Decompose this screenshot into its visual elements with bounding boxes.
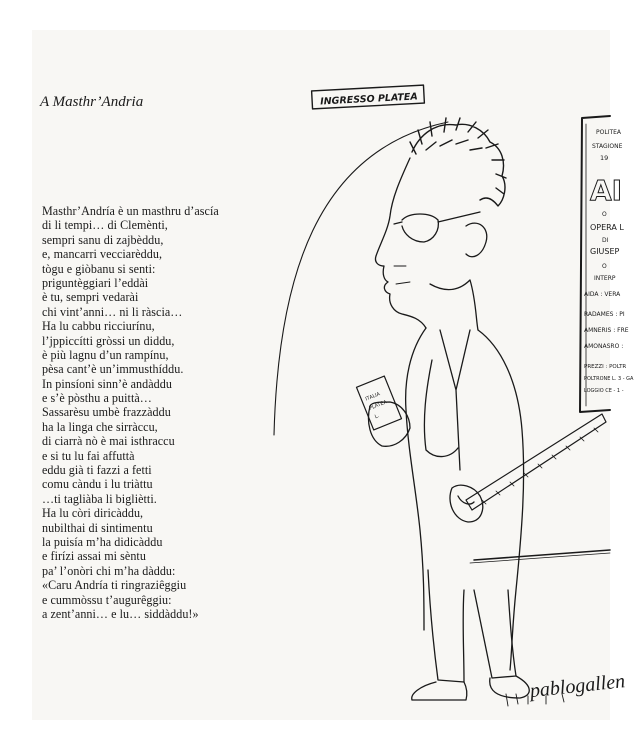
poem-line: ha la linga che sirràccu,: [42, 419, 158, 434]
poem-line: Sassarèsu umbè frazzàddu: [42, 405, 171, 420]
hair: [410, 118, 506, 206]
poster-line: POLITEA: [596, 129, 622, 136]
poem-line: di li tempi… di Clemènti,: [42, 218, 168, 233]
poster-line: 19: [600, 154, 609, 162]
glasses: [394, 212, 480, 242]
ticket-text-3: L.: [374, 413, 381, 421]
poem-line: chi vint’anni… ni li ràscia…: [42, 304, 183, 319]
jaw-line: [430, 280, 478, 330]
coat-front: [406, 328, 426, 630]
poem-line: la puisía m’ha didicàddu: [42, 534, 163, 549]
poem-line: pèsa cant’è un’immusthíddu.: [42, 362, 184, 377]
arch-line: [274, 122, 448, 435]
ear: [466, 223, 487, 257]
shoe-left: [412, 682, 467, 700]
poster-line: O: [602, 263, 607, 270]
poem-line: a zent’anni… e lu… siddàddu!»: [42, 606, 199, 621]
poem-line: Ha lu cabbu ricciurínu,: [42, 319, 155, 334]
poster-line: POLTRONE L. 3 - GA: [584, 376, 634, 382]
poster-line: INTERP: [594, 275, 616, 282]
entrance-sign-text: INGRESSO PLATEA: [319, 91, 418, 108]
poster-line: STAGIONE: [592, 143, 623, 150]
book-page: [32, 30, 634, 720]
poem-title: A Masthr’Andria: [40, 94, 144, 110]
shoe-right: [490, 676, 530, 698]
poster-line: AIDA : VERA: [584, 291, 621, 298]
poem-line: eddu già ti fazzi a fetti: [42, 463, 152, 478]
poem-line: «Caru Andría ti ringraziêggiu: [42, 578, 187, 593]
artist-signature: pablogallen: [528, 670, 627, 703]
poem-line: sempri sanu di zajbèddu,: [42, 232, 164, 247]
poem-line: e cummòssu t’augurêggiu:: [42, 592, 172, 607]
poem-line: è più lagnu d’un rampínu,: [42, 347, 169, 362]
poem-line: è tu, sempri vedarài: [42, 290, 139, 305]
poem-line: nubilthai di sintimentu: [42, 520, 153, 535]
poster-text: [584, 129, 634, 394]
poem-line: …ti tagliàba li bigliètti.: [42, 491, 157, 506]
coat-back: [478, 330, 524, 670]
arm: [424, 360, 458, 457]
lapel: [440, 330, 470, 470]
ticket-text-1: ITALIA: [364, 391, 382, 403]
poem-stanza: [42, 204, 219, 621]
poem-line: e, mancarri vecciarèddu,: [42, 247, 163, 262]
ticket-text-2: PLATEA: [368, 399, 388, 412]
poster-line: O: [602, 211, 607, 218]
saw-blade: [466, 414, 606, 510]
poem-line: e si tu lu fai affuttà: [42, 448, 135, 463]
trouser-left: [428, 570, 464, 682]
poem-line: pa’ l’onòri chi m’ha dàddu:: [42, 563, 176, 578]
poem-line: l’jppiccítti gròssi un diddu,: [42, 333, 175, 348]
poem-line: priguntèggiari l’eddài: [42, 275, 149, 290]
face-profile: [375, 158, 426, 328]
poem-line: e s’è pòsthu a puittà…: [42, 391, 152, 406]
floor-line: [474, 550, 610, 560]
caricature-illustration: [260, 30, 634, 720]
poster-line: AI: [590, 174, 623, 207]
poster-line: OPERA L: [590, 223, 624, 232]
poster-line: DI: [602, 237, 609, 244]
poem-line: In pinsíoni sinn’è andàddu: [42, 376, 172, 391]
poem-line: tògu e giòbanu si senti:: [42, 261, 156, 276]
poem-line: di ciarrà nò è mai isthraccu: [42, 434, 175, 449]
poem-line: Ha lu còri diricàddu,: [42, 506, 144, 521]
poem-line: comu càndu i lu triàttu: [42, 477, 153, 492]
poster-line: GIUSEP: [590, 247, 620, 256]
poster-line: LOGGIO CE - 1 -: [584, 388, 624, 394]
poster-line: PREZZI : POLTR: [584, 364, 627, 370]
poster-line: AMNERIS : FRE: [584, 327, 629, 334]
trouser-right: [474, 590, 516, 678]
poster-line: AMONASRO :: [584, 343, 624, 350]
saw-handle: [450, 485, 483, 522]
poster-line: RADAMES : PI: [584, 311, 625, 318]
poem-line: e firízi assai mi sèntu: [42, 549, 146, 564]
poem-line: Masthr’Andría è un masthru d’ascía: [42, 204, 219, 218]
